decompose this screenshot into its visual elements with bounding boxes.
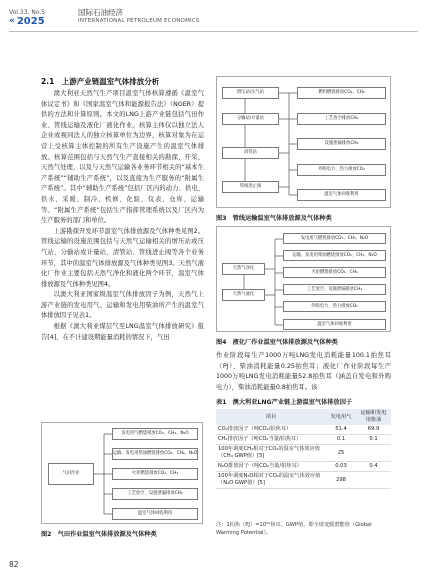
table-header: 运输和发电用柴油 bbox=[356, 409, 391, 425]
paragraph: 根据《澳大利亚煤层气至LNG温室气体排放研究》报告[4]，在不计建设期能量消耗的情况下，气田 bbox=[41, 323, 204, 341]
figure-2-caption: 图2 气田作业温室气体排放源及气体种类 bbox=[41, 531, 157, 538]
process-box: 天然气液化 bbox=[222, 289, 265, 301]
emission-source-box: 火炬燃烧排放CO₂、CH₄ bbox=[283, 267, 386, 278]
emission-source-box: 运输、发电用柴油燃烧排放CO₂、CH₄、N₂O bbox=[112, 448, 198, 460]
emission-source-box: 工艺放空、设施泄漏排放CH₄ bbox=[283, 284, 386, 295]
station-box: 分输站/计量站 bbox=[222, 113, 279, 125]
table-cell: 0.03 bbox=[326, 462, 356, 472]
emission-source-box: 温室气体回收利用 bbox=[283, 319, 386, 330]
table-cell: 100年调度N₂O相对于CO₂的温室气体效应值（N₂O GWP值）[5] bbox=[216, 472, 326, 489]
table-cell: CH₄排放因子（吨CO₂当量/拍焦耳） bbox=[216, 435, 326, 445]
figure-4 bbox=[216, 226, 391, 332]
gas-field-box: 气田作业 bbox=[48, 463, 94, 485]
table-row bbox=[216, 435, 391, 445]
table-row bbox=[216, 445, 391, 462]
emission-source-box: 工艺放空排放CH₄ bbox=[297, 113, 386, 125]
volume-label: Vol.33, No.5 bbox=[9, 9, 46, 16]
emission-source-box: 燃料燃烧排放CO₂、CH₄ bbox=[297, 87, 386, 99]
table-cell: 25 bbox=[326, 445, 356, 462]
header-divider bbox=[9, 31, 418, 32]
table-row bbox=[216, 462, 391, 472]
table-cell bbox=[356, 472, 391, 489]
emission-source-box: 设施泄漏排放CH₄ bbox=[297, 138, 386, 150]
journal-title-en: INTERNATIONAL PETROLEUM ECONOMICS bbox=[78, 18, 200, 24]
year-label bbox=[9, 17, 45, 26]
process-box: 天然气净化 bbox=[222, 263, 265, 275]
year-text: 2025 bbox=[16, 16, 45, 27]
emission-source-box: 外购电力、热力排放CO₂ bbox=[283, 301, 386, 312]
paragraph: 以澳大利亚国家级温室气体排放因子为例，天然气上游产业链的发电用气、运输和发电用柴油所产生的温室气体排放因子见表1。 bbox=[41, 291, 204, 320]
paragraph: 澳大利亚天然气生产项目温室气体核算遵循《温室气体议定书》和《国家温室气体和能源报告法》（NGER）提供的方法和计算原则。本文的LNG上游产业链包括气田作业、管线运输及液化厂液化作业。核算主体仅以独立法人企业或视同法人的独立核算单位为边界，核算对象为在运营上受核算主体控制的所有生产设施产生的温室气体排放。核算范围包括与天然气生产直接相关的勘探、开采、天然气处理、以及与天然气运输各业务环节相关的“基本生产系统”“辅助生产系统”，以及直接为生产服务的“附属生产系统”。其中“辅助生产系统”包括厂区内的动力、供电、供水、采暖、制冷、机修、化验、仪表、仓库、运输等。“附属生产系统”包括生产指挥管理系统以及厂区内为生产服务的部门和单位。 bbox=[41, 90, 204, 225]
figure-2 bbox=[41, 422, 203, 524]
section-title: 2.1 上游产业链温室气体排放分析 bbox=[41, 77, 160, 86]
station-box: 清管站 bbox=[222, 147, 279, 159]
table-row bbox=[216, 472, 391, 489]
station-box: 管线进止阀 bbox=[222, 181, 279, 193]
table-cell: N₂O排放因子（吨CO₂当量/拍焦耳） bbox=[216, 462, 326, 472]
journal-title-block bbox=[78, 8, 200, 26]
double-chevron-icon: « bbox=[9, 16, 15, 26]
emission-source-box: 火炬燃烧排放CO₂、CH₄ bbox=[112, 468, 198, 480]
table-cell: 0.4 bbox=[356, 462, 391, 472]
figure-4-caption: 图4 液化厂作业温室气体排放源及气体种类 bbox=[216, 339, 338, 346]
emission-source-box: 发电用气燃烧排放CO₂、CH₄、N₂O bbox=[112, 428, 198, 440]
figure-3 bbox=[216, 76, 391, 208]
table-header: 发电用气 bbox=[326, 409, 356, 425]
table-cell: 298 bbox=[326, 472, 356, 489]
emission-source-box: 发电用气燃烧排放CO₂、CH₄、N₂O bbox=[283, 233, 386, 244]
table-cell: 69.9 bbox=[356, 425, 391, 435]
emission-source-box: 温室气体回收利用 bbox=[297, 189, 386, 201]
emission-source-box: 工艺放空、设施泄漏排放CH₄ bbox=[112, 488, 198, 500]
table-1-title: 表1 澳大利亚LNG产业链上游温室气体排放因子 bbox=[216, 399, 353, 406]
journal-title-cn: 国际石油经济 bbox=[78, 8, 123, 17]
table-cell: CO₂排放因子（吨CO₂/拍焦耳） bbox=[216, 425, 326, 435]
table-1 bbox=[216, 409, 391, 489]
table-cell bbox=[356, 445, 391, 462]
emission-source-box: 运输、发电用柴油燃烧排放CO₂、CH₄、N₂O bbox=[283, 250, 386, 261]
paragraph: 上游勘探开发环节温室气体排放源及气体种类见图2。管线运输的设施范围包括与天然气运输相关的增压站或压气站、分输站或计量站、清管站、管线进止阀等各个业务环节，其中的温室气体排放源及气体种类见图3。天然气液化厂作业主要包括天然气净化和液化两个环节，温室气体排放源及气体种类见图4。 bbox=[41, 227, 204, 288]
paragraph: 作业阶段每生产1000万吨LNG发电消耗能量100.1拍焦耳（PJ）、柴油消耗能量0.25拍焦耳；液化厂作业阶段每生产1000万吨LNG发电消耗能量52.8拍焦耳（涵盖自发电和外购电力），柴油消耗能量0.8拍焦耳。该 bbox=[216, 352, 391, 391]
emission-source-box: 温室气体回收利用 bbox=[112, 508, 198, 520]
emission-source-box: 外购电力、热力排放CO₂ bbox=[297, 164, 386, 176]
table-cell: 51.4 bbox=[326, 425, 356, 435]
right-column-text bbox=[216, 351, 391, 393]
left-column bbox=[41, 76, 204, 343]
page-number: 82 bbox=[9, 560, 19, 569]
table-header: 项目 bbox=[216, 409, 326, 425]
figure-3-caption: 图3 管线运输温室气体排放源及气体种类 bbox=[216, 215, 332, 222]
table-cell: 100年调度CH₄相对于CO₂的温室气体效应值（CH₄ GWP值）[5] bbox=[216, 445, 326, 462]
table-cell: 0.1 bbox=[356, 435, 391, 445]
table-note: 注：1拍焦（PJ）=10¹⁵焦耳。GWP值，即全球变暖潜能值（Global Warming Potential）。 bbox=[216, 522, 372, 536]
table-cell: 0.1 bbox=[326, 435, 356, 445]
station-box: 增压站/压气站 bbox=[222, 87, 279, 99]
table-row bbox=[216, 425, 391, 435]
journal-issue-block bbox=[9, 8, 45, 26]
